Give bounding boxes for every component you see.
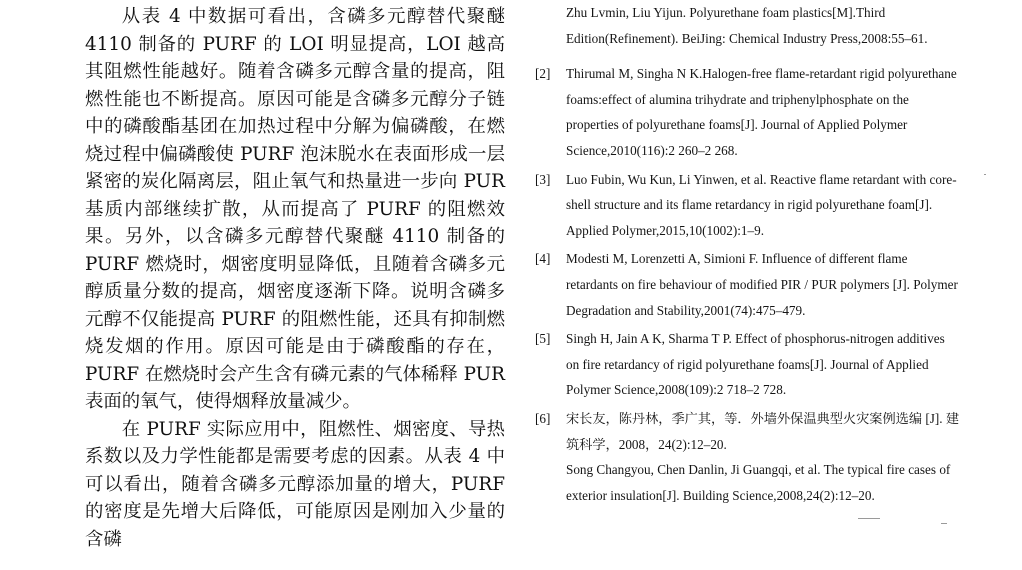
reference-continuation-text: Zhu Lvmin, Liu Yijun. Polyurethane foam plastics[M].Third Edition(Refinement). BeiJing: Chemical Industry Press,2008:55–61.	[566, 5, 928, 46]
reference-continuation	[535, 0, 960, 51]
reference-item-4	[535, 246, 960, 323]
reference-item-3	[535, 167, 960, 244]
body-text-column	[85, 3, 505, 553]
reference-translation: Song Changyou, Chen Danlin, Ji Guangqi, et al. The typical fire cases of exterior insulation[J]. Building Science,2008,24(2):12–20.	[566, 462, 951, 503]
reference-number: [3]	[535, 171, 551, 187]
reference-item-6	[535, 406, 960, 508]
reference-number: [6]	[535, 410, 551, 426]
reference-text: Modesti M, Lorenzetti A, Simioni F. Influence of different flame retardants on fire behaviour of modified PIR / PUR polymers [J]. Polymer Degradation and Stability,2001(74):475–479.	[566, 251, 958, 318]
scan-speck	[984, 174, 986, 175]
reference-item-5	[535, 326, 960, 403]
reference-number: [2]	[535, 66, 551, 82]
scan-speck	[941, 523, 947, 524]
reference-list	[535, 0, 960, 511]
reference-text: Thirumal M, Singha N K.Halogen-free flame-retardant rigid polyurethane foams:effect of alumina trihydrate and triphenylphosphate on the properties of polyurethane foams[J]. Journal of Applied Polymer Science,2010(116):2 260–2 268.	[566, 66, 957, 158]
reference-text: 宋长友，陈丹林，季广其，等．外墙外保温典型火灾案例选编 [J]. 建筑科学，2008，24(2):12–20.	[566, 410, 960, 452]
reference-item-2	[535, 61, 960, 163]
body-paragraph-1: 从表 4 中数据可看出，含磷多元醇替代聚醚 4110 制备的 PURF 的 LOI 明显提高，LOI 越高其阻燃性能越好。随着含磷多元醇含量的提高，阻燃性能也不断提高。原因可能是含磷多元醇分子链中的磷酸酯基团在加热过程中分解为偏磷酸，在燃烧过程中偏磷酸使 PURF 泡沫脱水在表面形成一层紧密的炭化隔离层，阻止氧气和热量进一步向 PUR 基质内部继续扩散，从而提高了 PURF 的阻燃效果。另外，以含磷多元醇替代聚醚 4110 制备的 PURF 燃烧时，烟密度明显降低，且随着含磷多元醇质量分数的提高，烟密度逐渐下降。说明含磷多元醇不仅能提高 PURF 的阻燃性能，还具有抑制燃烧发烟的作用。原因可能是由于磷酸酯的存在，PURF 在燃烧时会产生含有磷元素的气体稀释 PUR 表面的氧气，使得烟释放量减少。	[85, 6, 505, 412]
reference-number: [4]	[535, 251, 551, 267]
body-paragraph-2: 在 PURF 实际应用中，阻燃性、烟密度、导热系数以及力学性能都是需要考虑的因素。从表 4 中可以看出，随着含磷多元醇添加量的增大，PURF 的密度是先增大后降低，可能原因是刚加入少量的含磷	[85, 418, 505, 550]
scan-speck	[858, 518, 880, 519]
reference-number: [5]	[535, 331, 551, 347]
reference-text: Luo Fubin, Wu Kun, Li Yinwen, et al. Reactive flame retardant with core-shell structure and its flame retardancy in rigid polyurethane foam[J]. Applied Polymer,2015,10(1002):1–9.	[566, 171, 957, 238]
reference-text: Singh H, Jain A K, Sharma T P. Effect of phosphorus-nitrogen additives on fire retardancy of rigid polyurethane foams[J]. Journal of Applied Polymer Science,2008(109):2 718–2 728.	[566, 331, 945, 398]
